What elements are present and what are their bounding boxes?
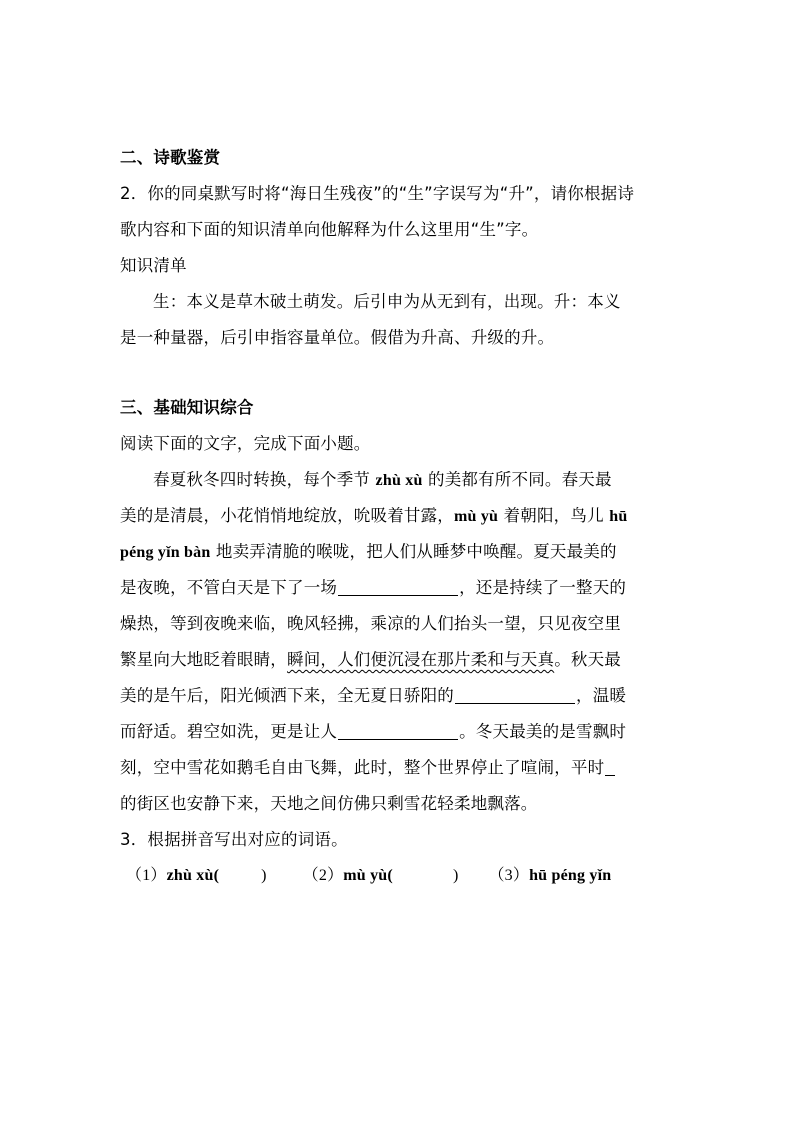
passage-line-7: [120, 678, 680, 714]
passage-text: 着朝阳，鸟儿: [498, 506, 610, 525]
q3-item-close-paren: ): [452, 867, 459, 884]
passage-text: ，温暖: [576, 686, 627, 705]
passage-text: 春夏秋冬四时转换，每个季节: [153, 470, 376, 489]
question-2-line-2: 歌内容和下面的知识清单向他解释为什么这里用“生”字。: [120, 220, 539, 239]
section-gap: [120, 356, 680, 390]
passage-line-4: [120, 570, 680, 606]
q3-item-pinyin: hū péng yǐn: [529, 867, 612, 884]
document-content: [120, 140, 680, 894]
fill-blank-1[interactable]: [338, 577, 458, 596]
fill-blank-4[interactable]: [605, 757, 615, 776]
q3-item-number: （1）: [126, 867, 167, 884]
passage-line-1: [120, 462, 680, 498]
knowledge-line-1: 生：本义是草木破土萌发。后引申为从无到有，出现。升：本义: [153, 292, 621, 311]
passage-line-2: [120, 498, 680, 534]
passage-line-9: [120, 750, 680, 786]
pinyin-hu: hū: [609, 508, 628, 525]
q3-item-1[interactable]: [126, 858, 267, 894]
passage-text: 美的是清晨，小花悄悄地绽放，吮吸着甘露，: [120, 506, 454, 525]
q3-item-close-paren: ): [261, 867, 267, 884]
passage-line-8: [120, 714, 680, 750]
fill-blank-2[interactable]: [455, 685, 575, 704]
q3-item-pinyin: mù yù(: [343, 867, 393, 884]
reading-instruction: 阅读下面的文字，完成下面小题。: [120, 434, 371, 453]
passage-text: 刻，空中雪花如鹅毛自由飞舞，此时，整个世界停止了喧闹，平时: [120, 758, 605, 777]
passage-text: 的美都有所不同。春天最: [422, 470, 612, 489]
question-2-line-1: 2．你的同桌默写时将“海日生残夜”的“生”字误写为“升”，请你根据诗: [120, 184, 635, 203]
section-heading-basics: 三、基础知识综合: [120, 398, 254, 417]
fill-blank-3[interactable]: [338, 721, 458, 740]
q3-item-pinyin: zhù xù(: [166, 867, 220, 884]
passage-text: 是夜晚，不管白天是下了一场: [120, 578, 338, 597]
pinyin-muyu: mù yù: [454, 508, 499, 525]
passage-line-5: 燥热，等到夜晚来临，晚风轻拂，乘凉的人们抬头一望，只见夜空里: [120, 614, 621, 633]
passage-text: 繁星向大地眨着眼睛，: [120, 650, 287, 669]
passage-line-6: [120, 642, 680, 678]
q3-item-3[interactable]: [488, 858, 611, 894]
passage-text: 地卖弄清脆的喉咙，把人们从睡梦中唤醒。夏天最美的: [210, 542, 617, 561]
pinyin-zhuxu: zhù xù: [375, 472, 423, 489]
knowledge-line-2: 是一种量器，后引申指容量单位。假借为升高、升级的升。: [120, 328, 555, 347]
question-3-prompt: 3．根据拼音写出对应的词语。: [120, 830, 348, 849]
q3-item-number: （2）: [302, 867, 344, 884]
passage-text: 美的是午后，阳光倾洒下来，全无夏日骄阳的: [120, 686, 454, 705]
question-3-items: [120, 858, 680, 894]
passage-text: ，还是持续了一整天的: [459, 578, 627, 597]
knowledge-list-title: 知识清单: [120, 256, 187, 275]
q3-item-2[interactable]: [303, 858, 459, 894]
passage-text: 。秋天最: [554, 650, 622, 669]
passage-line-10: 的街区也安静下来，天地之间仿佛只剩雪花轻柔地飘落。: [120, 794, 538, 813]
passage-text: 。冬天最美的是雪飘时: [459, 722, 627, 741]
passage-line-3: [120, 534, 680, 570]
passage-text: 而舒适。碧空如洗，更是让人: [120, 722, 338, 741]
wavy-underlined-sentence: 瞬间，人们便沉浸在那片柔和与天真: [287, 650, 555, 669]
pinyin-pengyinban: péng yǐn bàn: [120, 544, 211, 561]
section-heading-poetry: 二、诗歌鉴赏: [120, 148, 221, 167]
q3-item-number: （3）: [488, 867, 530, 884]
